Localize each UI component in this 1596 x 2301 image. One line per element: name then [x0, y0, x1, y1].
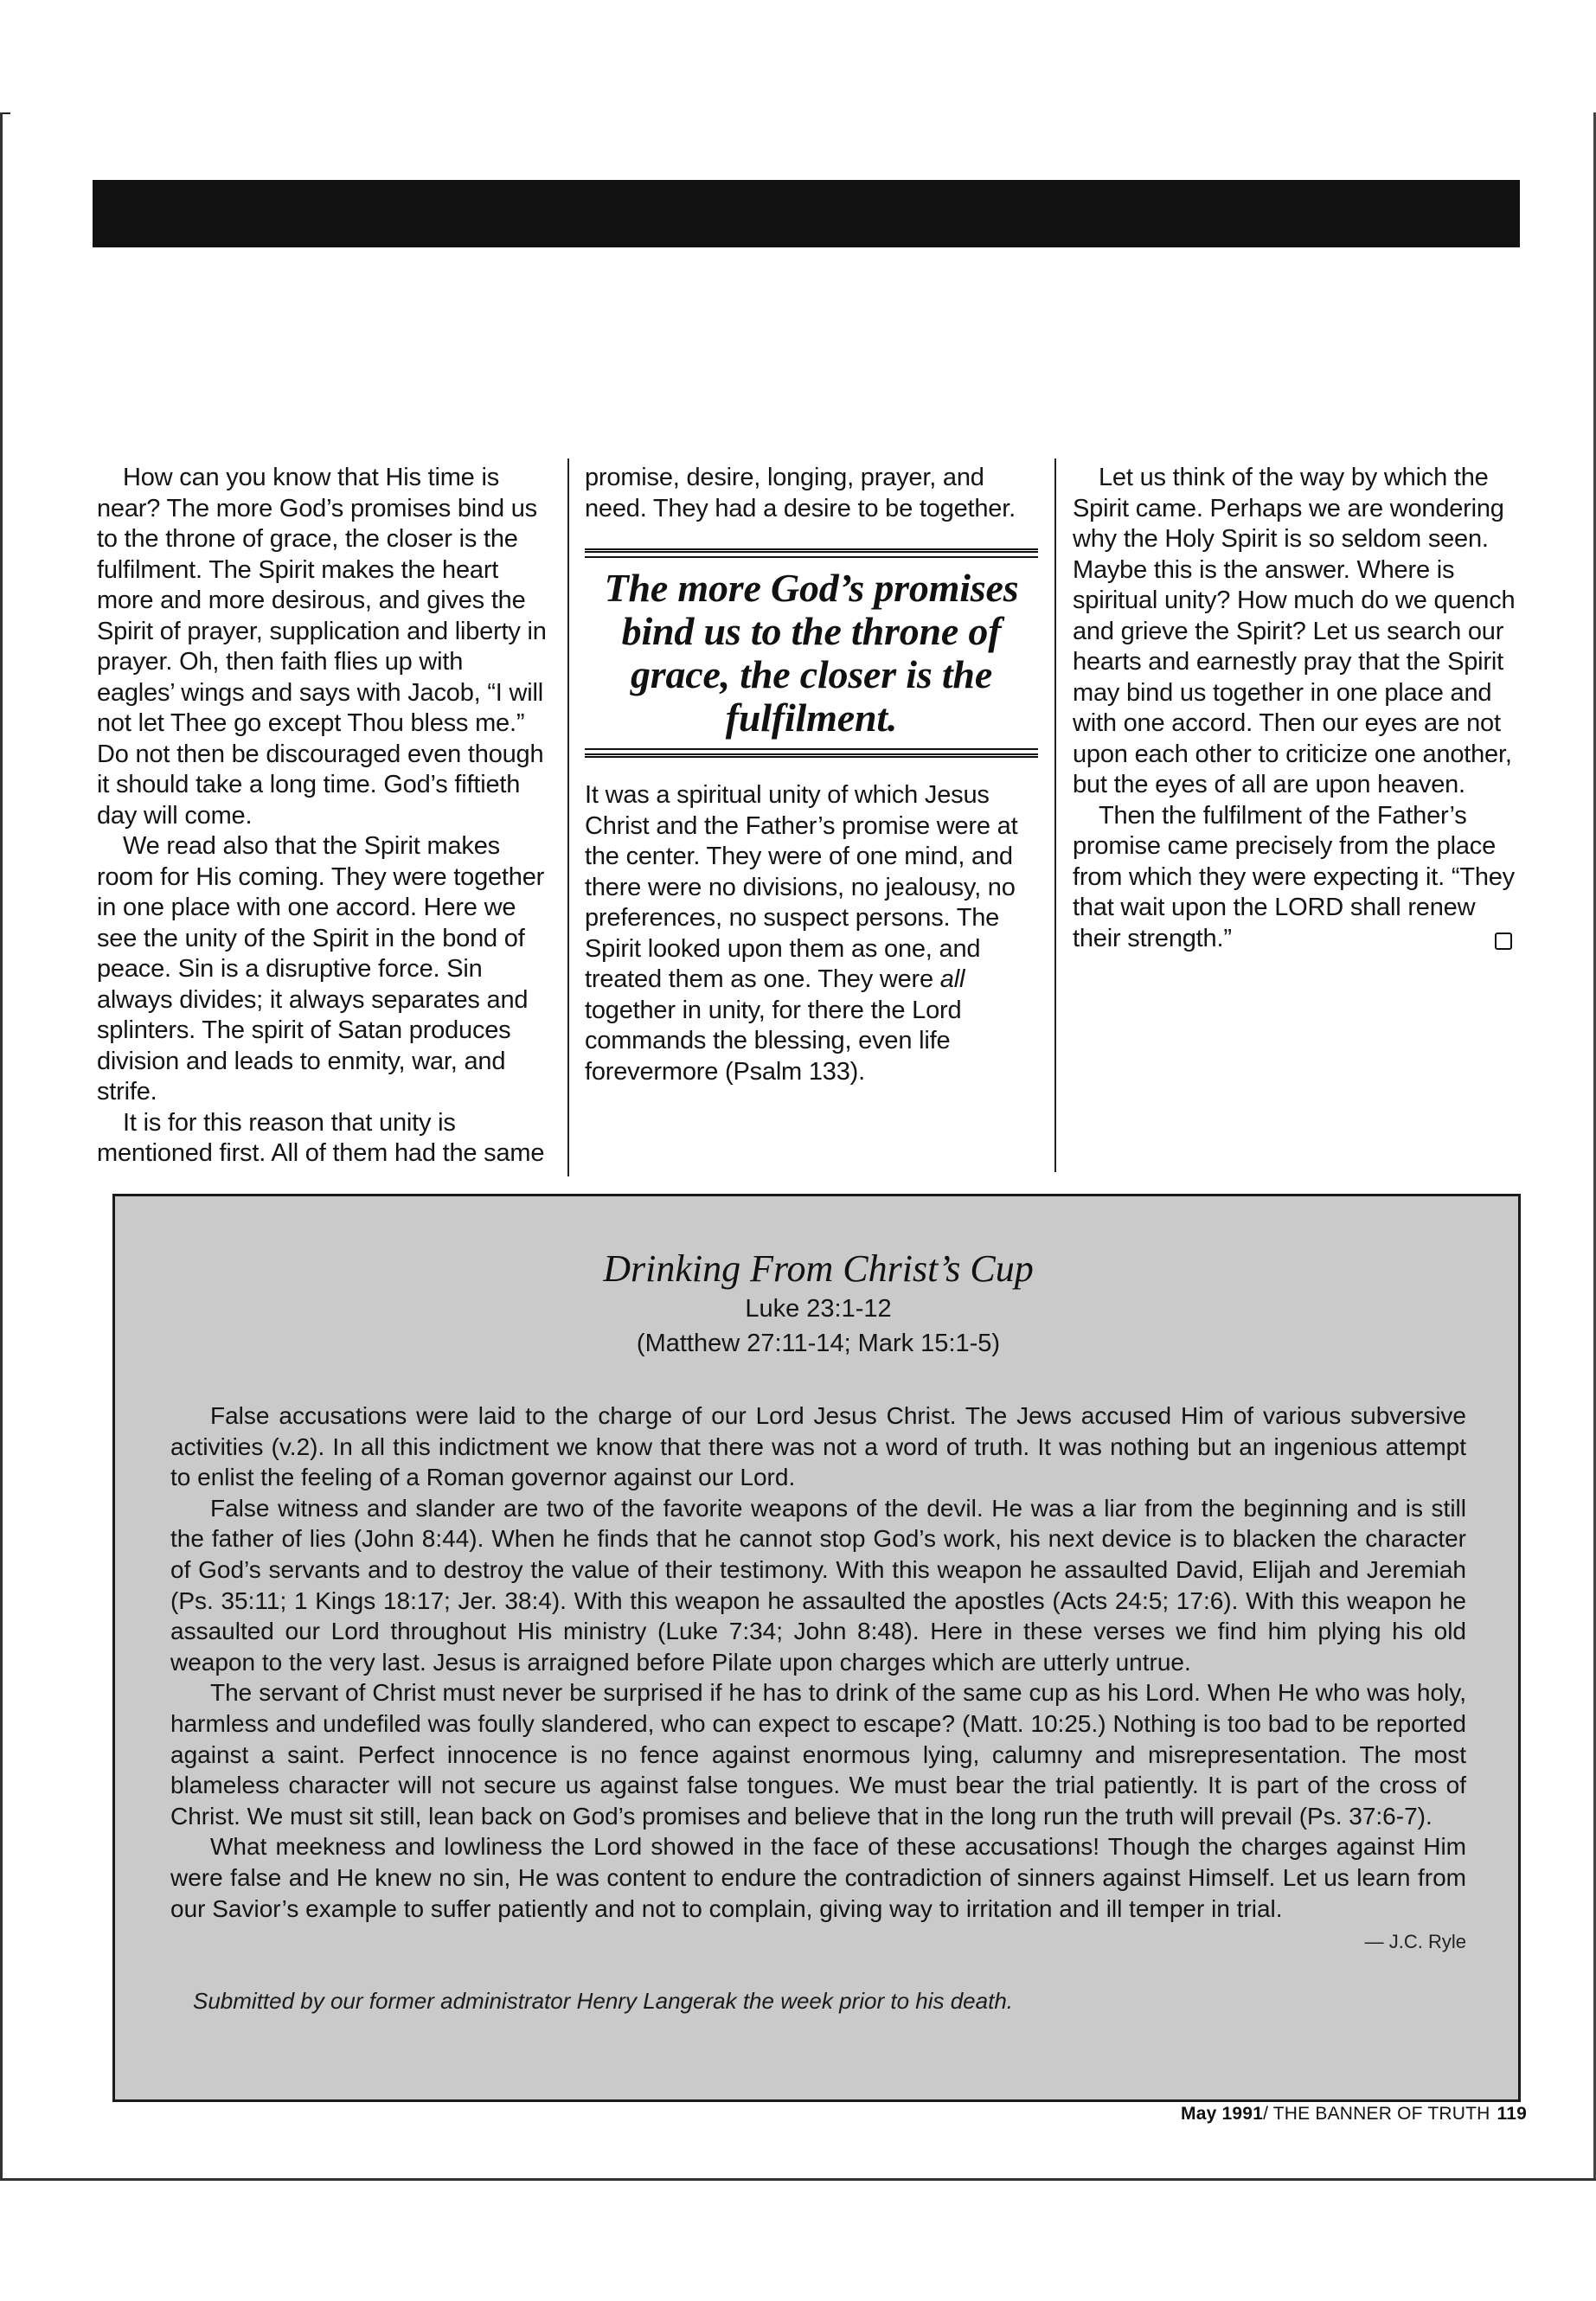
column1-paragraph-1: How can you know that His time is near? The more God’s promises bind us to the throne of grace, the closer is the fulfilment. The Spirit makes the heart more and more desirous, and gives the Spirit of prayer, supplication and liberty in prayer. Oh, then faith flies up with eagles’ wings and says with Jacob, “I will not let Thee go except Thou bless me.” Do not then be discouraged even though it should take a long time. God’s fiftieth day will come. — [97, 464, 547, 830]
end-of-article-box-icon — [1495, 933, 1512, 950]
sidebar-paragraph-4: What meekness and lowliness the Lord showed in the face of these accusations! Though the charges against Him were false and He knew no sin, He was content to endure the contradiction of sinners against Himself. Let us learn from our Savior’s example to suffer patiently and not to complain, giving way to irritation and ill temper in trial. — [170, 1833, 1466, 1922]
sidebar-credit: Submitted by our former administrator Henry Langerak the week prior to his death. — [193, 1988, 1014, 2015]
column2-paragraph-2 — [585, 780, 1038, 1087]
page-footer — [1181, 2104, 1527, 2125]
sidebar-author: — J.C. Ryle — [1364, 1931, 1466, 1953]
page-edge-left — [0, 112, 3, 2180]
sidebar-paragraph-2: False witness and slander are two of the favorite weapons of the devil. He was a liar from the beginning and is still the father of lies (John 8:44). When he finds that he cannot stop God’s work, his next device is to blacken the character of God’s servants and to destroy the value of their testimony. With this weapon he assaulted David, Elijah and Jeremiah (Ps. 35:11; 1 Kings 18:17; Jer. 38:4). With this weapon he assaulted the apostles (Acts 24:5; 17:6). With this weapon he assaulted our Lord throughout His ministry (Luke 7:34; John 8:48). Here in these verses we find him plying his old weapon to the very last. Jesus is arraigned before Pilate upon charges which are utterly untrue. — [170, 1494, 1466, 1676]
article-column-2 — [585, 463, 1038, 1087]
column3-paragraph-2-text: Then the fulfilment of the Father’s promise came precisely from the place from which they were expecting it. “They that wait upon the LORD shall renew their strength.” — [1073, 801, 1515, 952]
sidebar-paragraph-1: False accusations were laid to the charge of our Lord Jesus Christ. The Jews accused Him of various subversive activities (v.2). In all this indictment we know that there was not a word of truth. It was nothing but an ingenious attempt to enlist the feeling of a Roman governor against our Lord. — [170, 1402, 1466, 1491]
sidebar-body — [170, 1400, 1466, 1924]
sidebar-box — [112, 1194, 1521, 2102]
sidebar-parallel-references: (Matthew 27:11-14; Mark 15:1-5) — [636, 1330, 1001, 1357]
footer-publication: / THE BANNER OF TRUTH — [1263, 2104, 1490, 2124]
pull-quote-text: The more God’s promises bind us to the throne of grace, the closer is the fulfilment. — [604, 566, 1019, 740]
column2-paragraph-2-end: together in unity, for there the Lord commands the blessing, even life forevermore (Psalm 133). — [585, 996, 962, 1086]
sidebar-scripture-reference: Luke 23:1-12 — [745, 1295, 892, 1323]
column2-paragraph-1: promise, desire, longing, prayer, and need. They had a desire to be together. — [585, 464, 1016, 522]
article-column-3 — [1073, 463, 1522, 954]
column1-paragraph-3: It is for this reason that unity is mentioned first. All of them had the same — [97, 1108, 545, 1167]
column2-emphasis-all: all — [939, 965, 965, 993]
column3-paragraph-2 — [1073, 801, 1522, 955]
column-divider-1 — [567, 458, 569, 1176]
footer-page-number: 119 — [1497, 2104, 1527, 2124]
pull-quote — [585, 548, 1038, 758]
header-black-bar — [93, 180, 1520, 247]
column3-paragraph-1: Let us think of the way by which the Spirit came. Perhaps we are wondering why the Holy Spirit is so seldom seen. Maybe this is the answer. Where is spiritual unity? How much do we quench and grieve the Spirit? Let us search our hearts and earnestly pray that the Spirit may bind us together in one place and with one accord. Then our eyes are not upon each other to criticize one another, but the eyes of all are upon heaven. — [1073, 464, 1516, 798]
sidebar-paragraph-3: The servant of Christ must never be surprised if he has to drink of the same cup as his Lord. When He who was holy, harmless and undefiled was foully slandered, who can expect to escape? (Matt. 10:25.) Nothing is too bad to be reported against a saint. Perfect innocence is no fence against enormous lying, calumny and misrepresentation. The most blameless character will not secure us against false tongues. We must bear the trial patiently. It is part of the cross of Christ. We must sit still, lean back on God’s promises and believe that in the long run the truth will prevail (Ps. 37:6-7). — [170, 1679, 1466, 1830]
column1-paragraph-2: We read also that the Spirit makes room for His coming. They were together in one place with one accord. Here we see the unity of the Spirit in the bond of peace. Sin is a disruptive force. Sin always divides; it always separates and splinters. The spirit of Satan produces division and leads to enmity, war, and strife. — [97, 832, 545, 1106]
column2-paragraph-2-start: It was a spiritual unity of which Jesus Christ and the Father’s promise were at the center. They were of one mind, and there were no divisions, no jealousy, no preferences, no suspect persons. The Spirit looked upon them as one, and treated them as one. They were — [585, 781, 1018, 993]
column-divider-2 — [1054, 458, 1056, 1172]
sidebar-title: Drinking From Christ’s Cup — [603, 1247, 1034, 1290]
footer-date: May 1991 — [1181, 2104, 1264, 2124]
page-edge-bottom — [0, 2178, 1596, 2181]
article-column-1 — [97, 463, 547, 1170]
